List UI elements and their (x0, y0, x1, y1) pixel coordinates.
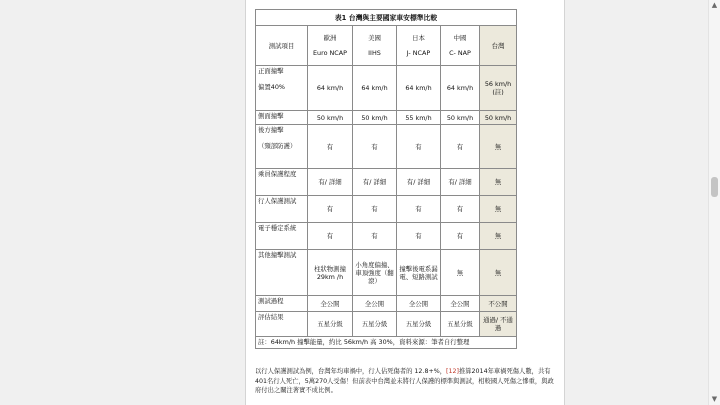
scroll-down-arrow-icon[interactable]: ▼ (711, 395, 718, 403)
table-row (256, 111, 517, 125)
scroll-thumb[interactable] (711, 177, 718, 197)
table-cell: 柱狀物測撞 29km /h (308, 250, 353, 296)
table-cell: 全公開 (441, 296, 480, 312)
table-cell: 五星分級 (308, 312, 353, 337)
table-cell: 小角度偏撞、車頂強度（翻滾） (353, 250, 397, 296)
table-cell: 有 (397, 196, 441, 223)
row-label: 後方撞擊 （頸部防護） (256, 125, 308, 169)
row-label: 其他撞擊測試 (256, 250, 308, 296)
table-cell: 有/ 詳細 (353, 169, 397, 196)
row-label: 評估結果 (256, 312, 308, 337)
table-cell: 50 km/h (308, 111, 353, 125)
header-col: 中國 C- NAP (441, 26, 480, 66)
vertical-scrollbar[interactable] (708, 0, 720, 405)
table-cell: 有 (441, 196, 480, 223)
body-paragraph: 以行人保護測試為例，台灣年均車禍中，行人佔死傷者的 12.8+%，[12]推算2014年車禍死傷人數，共有401名行人死亡，5萬270人受傷！但前表中台灣並未將行人保護的標準與測試，相較國人死傷之慘重，與政府付出之關注著實不成比例。 (255, 368, 554, 394)
table-cell: 有 (308, 223, 353, 250)
table-cell: 全公開 (308, 296, 353, 312)
table-cell: 有 (353, 125, 397, 169)
table-row (256, 196, 517, 223)
table-cell: 無 (480, 169, 517, 196)
table-cell: 50 km/h (441, 111, 480, 125)
table-cell: 50 km/h (353, 111, 397, 125)
table-cell: 有 (308, 125, 353, 169)
table-cell: 64 km/h (441, 66, 480, 111)
table-cell: 全公開 (397, 296, 441, 312)
table-cell: 64 km/h (353, 66, 397, 111)
table-cell: 有 (441, 125, 480, 169)
header-item-label: 測試項目 (256, 26, 308, 66)
header-col: 美國 IIHS (353, 26, 397, 66)
table-row (256, 250, 517, 296)
table-cell: 64 km/h (308, 66, 353, 111)
table-cell: 50 km/h (480, 111, 517, 125)
reference-link[interactable]: [12] (446, 368, 459, 375)
table-cell: 無 (441, 250, 480, 296)
table-row (256, 223, 517, 250)
table-cell: 55 km/h (397, 111, 441, 125)
table-cell: 64 km/h (397, 66, 441, 111)
table-row (256, 66, 517, 111)
table-cell: 無 (480, 125, 517, 169)
comparison-table (255, 9, 517, 349)
row-label: 正面撞擊 偏置40% (256, 66, 308, 111)
table-cell: 56 km/h (註) (480, 66, 517, 111)
table-caption: 表1 台灣與主要國家車安標準比較 (256, 10, 517, 26)
table-row (256, 296, 517, 312)
row-label: 電子穩定系統 (256, 223, 308, 250)
table-row (256, 312, 517, 337)
table-cell: 不公開 (480, 296, 517, 312)
table-cell: 無 (480, 223, 517, 250)
table-cell: 有 (441, 223, 480, 250)
header-col-taiwan: 台灣 (480, 26, 517, 66)
header-col: 歐洲 Euro NCAP (308, 26, 353, 66)
row-label: 側面撞擊 (256, 111, 308, 125)
table-cell: 有/ 詳細 (308, 169, 353, 196)
table-row (256, 169, 517, 196)
table-cell: 有 (397, 223, 441, 250)
row-label: 測試過程 (256, 296, 308, 312)
table-cell: 有 (308, 196, 353, 223)
table-cell: 有 (353, 223, 397, 250)
row-label: 行人保護測試 (256, 196, 308, 223)
table-cell: 五星分級 (353, 312, 397, 337)
table-note: 註：64km/h 撞擊能量，約比 56km/h 高 30%，資料來源：筆者自行整理 (256, 337, 517, 349)
table-cell: 通過/ 不通過 (480, 312, 517, 337)
table-row (256, 125, 517, 169)
table-cell: 無 (480, 196, 517, 223)
table-cell: 五星分級 (441, 312, 480, 337)
table-cell: 有 (397, 125, 441, 169)
table-cell: 有/ 詳細 (397, 169, 441, 196)
table-cell: 全公開 (353, 296, 397, 312)
table-cell: 有/ 詳細 (441, 169, 480, 196)
row-label: 乘員保護程度 (256, 169, 308, 196)
scroll-up-arrow-icon[interactable]: ▲ (711, 1, 718, 9)
header-col: 日本 J- NCAP (397, 26, 441, 66)
table-cell: 撞擊後電系漏電、短路測試 (397, 250, 441, 296)
table-cell: 五星分級 (397, 312, 441, 337)
table-cell: 無 (480, 250, 517, 296)
table-cell: 有 (353, 196, 397, 223)
